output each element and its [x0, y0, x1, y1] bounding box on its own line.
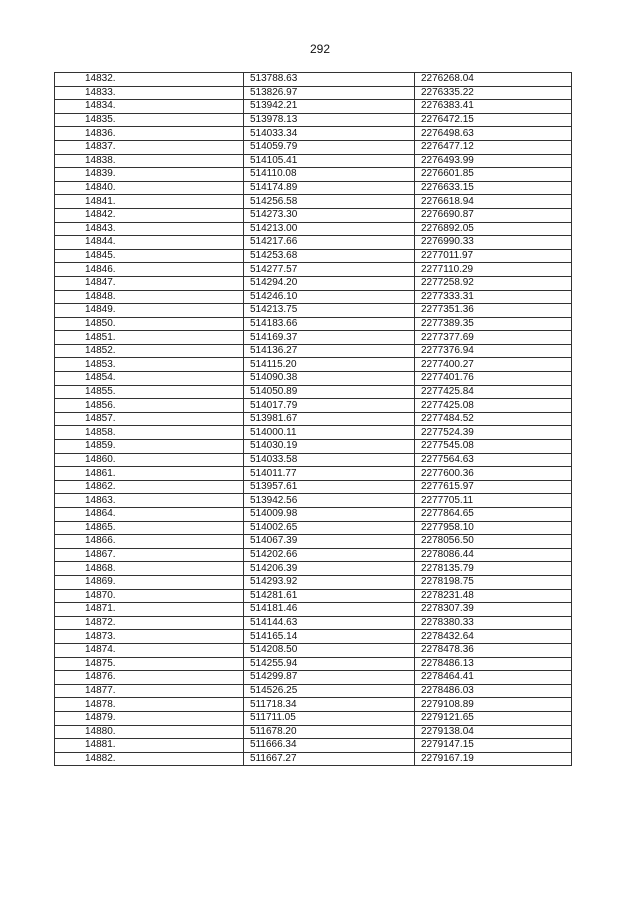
table-row — [55, 236, 572, 250]
table-row — [55, 725, 572, 739]
x-coordinate-cell: 513942.21 — [244, 100, 415, 114]
table-row — [55, 73, 572, 87]
table-row — [55, 304, 572, 318]
y-coordinate-cell: 2278198.75 — [415, 575, 572, 589]
point-number-cell: 14852. — [55, 344, 244, 358]
y-coordinate-cell: 2276335.22 — [415, 86, 572, 100]
table-row — [55, 698, 572, 712]
x-coordinate-cell: 514002.65 — [244, 521, 415, 535]
x-coordinate-cell: 514293.92 — [244, 575, 415, 589]
y-coordinate-cell: 2277600.36 — [415, 467, 572, 481]
point-number-cell: 14871. — [55, 603, 244, 617]
y-coordinate-cell: 2276268.04 — [415, 73, 572, 87]
x-coordinate-cell: 514526.25 — [244, 684, 415, 698]
point-number-cell: 14865. — [55, 521, 244, 535]
y-coordinate-cell: 2276477.12 — [415, 140, 572, 154]
y-coordinate-cell: 2277524.39 — [415, 426, 572, 440]
x-coordinate-cell: 514277.57 — [244, 263, 415, 277]
coordinates-table-body — [55, 73, 572, 766]
table-row — [55, 616, 572, 630]
x-coordinate-cell: 514110.08 — [244, 168, 415, 182]
point-number-cell: 14834. — [55, 100, 244, 114]
point-number-cell: 14866. — [55, 535, 244, 549]
point-number-cell: 14846. — [55, 263, 244, 277]
y-coordinate-cell: 2277400.27 — [415, 358, 572, 372]
y-coordinate-cell: 2277615.97 — [415, 480, 572, 494]
x-coordinate-cell: 511678.20 — [244, 725, 415, 739]
x-coordinate-cell: 514050.89 — [244, 385, 415, 399]
table-row — [55, 140, 572, 154]
table-row — [55, 127, 572, 141]
table-row — [55, 630, 572, 644]
x-coordinate-cell: 513788.63 — [244, 73, 415, 87]
point-number-cell: 14858. — [55, 426, 244, 440]
x-coordinate-cell: 514256.58 — [244, 195, 415, 209]
x-coordinate-cell: 514059.79 — [244, 140, 415, 154]
y-coordinate-cell: 2276472.15 — [415, 113, 572, 127]
point-number-cell: 14838. — [55, 154, 244, 168]
point-number-cell: 14839. — [55, 168, 244, 182]
point-number-cell: 14855. — [55, 385, 244, 399]
coordinates-table — [54, 72, 572, 766]
y-coordinate-cell: 2278231.48 — [415, 589, 572, 603]
point-number-cell: 14835. — [55, 113, 244, 127]
y-coordinate-cell: 2276633.15 — [415, 181, 572, 195]
point-number-cell: 14867. — [55, 548, 244, 562]
x-coordinate-cell: 514000.11 — [244, 426, 415, 440]
table-row — [55, 290, 572, 304]
y-coordinate-cell: 2279147.15 — [415, 739, 572, 753]
y-coordinate-cell: 2277258.92 — [415, 276, 572, 290]
y-coordinate-cell: 2278486.13 — [415, 657, 572, 671]
table-row — [55, 263, 572, 277]
point-number-cell: 14878. — [55, 698, 244, 712]
x-coordinate-cell: 514009.98 — [244, 508, 415, 522]
point-number-cell: 14876. — [55, 671, 244, 685]
table-row — [55, 154, 572, 168]
table-row — [55, 344, 572, 358]
table-row — [55, 440, 572, 454]
y-coordinate-cell: 2277401.76 — [415, 372, 572, 386]
point-number-cell: 14843. — [55, 222, 244, 236]
table-row — [55, 643, 572, 657]
x-coordinate-cell: 514246.10 — [244, 290, 415, 304]
x-coordinate-cell: 513981.67 — [244, 412, 415, 426]
y-coordinate-cell: 2278486.03 — [415, 684, 572, 698]
y-coordinate-cell: 2277864.65 — [415, 508, 572, 522]
x-coordinate-cell: 511711.05 — [244, 711, 415, 725]
x-coordinate-cell: 514011.77 — [244, 467, 415, 481]
y-coordinate-cell: 2276493.99 — [415, 154, 572, 168]
table-row — [55, 222, 572, 236]
y-coordinate-cell: 2277333.31 — [415, 290, 572, 304]
table-row — [55, 113, 572, 127]
x-coordinate-cell: 511666.34 — [244, 739, 415, 753]
x-coordinate-cell: 513942.56 — [244, 494, 415, 508]
y-coordinate-cell: 2278464.41 — [415, 671, 572, 685]
y-coordinate-cell: 2277564.63 — [415, 453, 572, 467]
y-coordinate-cell: 2276383.41 — [415, 100, 572, 114]
y-coordinate-cell: 2279108.89 — [415, 698, 572, 712]
y-coordinate-cell: 2277545.08 — [415, 440, 572, 454]
y-coordinate-cell: 2277705.11 — [415, 494, 572, 508]
y-coordinate-cell: 2279138.04 — [415, 725, 572, 739]
point-number-cell: 14881. — [55, 739, 244, 753]
x-coordinate-cell: 514033.58 — [244, 453, 415, 467]
table-row — [55, 412, 572, 426]
table-row — [55, 426, 572, 440]
table-row — [55, 657, 572, 671]
point-number-cell: 14864. — [55, 508, 244, 522]
y-coordinate-cell: 2276690.87 — [415, 208, 572, 222]
point-number-cell: 14873. — [55, 630, 244, 644]
x-coordinate-cell: 514183.66 — [244, 317, 415, 331]
table-row — [55, 100, 572, 114]
y-coordinate-cell: 2277011.97 — [415, 249, 572, 263]
point-number-cell: 14868. — [55, 562, 244, 576]
point-number-cell: 14880. — [55, 725, 244, 739]
point-number-cell: 14863. — [55, 494, 244, 508]
page-number: 292 — [309, 42, 331, 56]
table-row — [55, 508, 572, 522]
point-number-cell: 14870. — [55, 589, 244, 603]
point-number-cell: 14874. — [55, 643, 244, 657]
point-number-cell: 14850. — [55, 317, 244, 331]
y-coordinate-cell: 2277425.08 — [415, 399, 572, 413]
point-number-cell: 14837. — [55, 140, 244, 154]
point-number-cell: 14841. — [55, 195, 244, 209]
x-coordinate-cell: 514181.46 — [244, 603, 415, 617]
y-coordinate-cell: 2277376.94 — [415, 344, 572, 358]
y-coordinate-cell: 2277958.10 — [415, 521, 572, 535]
x-coordinate-cell: 514208.50 — [244, 643, 415, 657]
y-coordinate-cell: 2278086.44 — [415, 548, 572, 562]
point-number-cell: 14869. — [55, 575, 244, 589]
table-row — [55, 521, 572, 535]
table-row — [55, 603, 572, 617]
y-coordinate-cell: 2276601.85 — [415, 168, 572, 182]
y-coordinate-cell: 2279121.65 — [415, 711, 572, 725]
table-row — [55, 575, 572, 589]
y-coordinate-cell: 2276892.05 — [415, 222, 572, 236]
y-coordinate-cell: 2277110.29 — [415, 263, 572, 277]
table-row — [55, 467, 572, 481]
table-row — [55, 385, 572, 399]
table-row — [55, 453, 572, 467]
table-row — [55, 372, 572, 386]
point-number-cell: 14856. — [55, 399, 244, 413]
x-coordinate-cell: 514299.87 — [244, 671, 415, 685]
point-number-cell: 14849. — [55, 304, 244, 318]
x-coordinate-cell: 514165.14 — [244, 630, 415, 644]
point-number-cell: 14857. — [55, 412, 244, 426]
point-number-cell: 14833. — [55, 86, 244, 100]
x-coordinate-cell: 514105.41 — [244, 154, 415, 168]
y-coordinate-cell: 2279167.19 — [415, 752, 572, 766]
table-row — [55, 168, 572, 182]
table-row — [55, 671, 572, 685]
point-number-cell: 14848. — [55, 290, 244, 304]
y-coordinate-cell: 2277377.69 — [415, 331, 572, 345]
point-number-cell: 14877. — [55, 684, 244, 698]
x-coordinate-cell: 513826.97 — [244, 86, 415, 100]
point-number-cell: 14840. — [55, 181, 244, 195]
y-coordinate-cell: 2278056.50 — [415, 535, 572, 549]
x-coordinate-cell: 514136.27 — [244, 344, 415, 358]
y-coordinate-cell: 2277425.84 — [415, 385, 572, 399]
x-coordinate-cell: 514033.34 — [244, 127, 415, 141]
x-coordinate-cell: 514169.37 — [244, 331, 415, 345]
table-row — [55, 86, 572, 100]
x-coordinate-cell: 514206.39 — [244, 562, 415, 576]
point-number-cell: 14861. — [55, 467, 244, 481]
point-number-cell: 14879. — [55, 711, 244, 725]
point-number-cell: 14853. — [55, 358, 244, 372]
y-coordinate-cell: 2276618.94 — [415, 195, 572, 209]
y-coordinate-cell: 2278380.33 — [415, 616, 572, 630]
table-row — [55, 562, 572, 576]
x-coordinate-cell: 514030.19 — [244, 440, 415, 454]
x-coordinate-cell: 514273.30 — [244, 208, 415, 222]
point-number-cell: 14847. — [55, 276, 244, 290]
x-coordinate-cell: 514174.89 — [244, 181, 415, 195]
x-coordinate-cell: 513978.13 — [244, 113, 415, 127]
table-row — [55, 494, 572, 508]
x-coordinate-cell: 513957.61 — [244, 480, 415, 494]
point-number-cell: 14832. — [55, 73, 244, 87]
point-number-cell: 14882. — [55, 752, 244, 766]
y-coordinate-cell: 2277351.36 — [415, 304, 572, 318]
table-row — [55, 195, 572, 209]
point-number-cell: 14844. — [55, 236, 244, 250]
x-coordinate-cell: 514281.61 — [244, 589, 415, 603]
x-coordinate-cell: 514213.75 — [244, 304, 415, 318]
x-coordinate-cell: 514294.20 — [244, 276, 415, 290]
table-row — [55, 589, 572, 603]
x-coordinate-cell: 514115.20 — [244, 358, 415, 372]
y-coordinate-cell: 2278478.36 — [415, 643, 572, 657]
point-number-cell: 14836. — [55, 127, 244, 141]
point-number-cell: 14860. — [55, 453, 244, 467]
point-number-cell: 14854. — [55, 372, 244, 386]
y-coordinate-cell: 2276498.63 — [415, 127, 572, 141]
table-row — [55, 739, 572, 753]
point-number-cell: 14859. — [55, 440, 244, 454]
table-row — [55, 480, 572, 494]
point-number-cell: 14862. — [55, 480, 244, 494]
table-row — [55, 358, 572, 372]
y-coordinate-cell: 2278432.64 — [415, 630, 572, 644]
table-row — [55, 249, 572, 263]
table-row — [55, 208, 572, 222]
table-row — [55, 181, 572, 195]
y-coordinate-cell: 2276990.33 — [415, 236, 572, 250]
x-coordinate-cell: 514067.39 — [244, 535, 415, 549]
y-coordinate-cell: 2278307.39 — [415, 603, 572, 617]
table-row — [55, 752, 572, 766]
x-coordinate-cell: 514213.00 — [244, 222, 415, 236]
x-coordinate-cell: 514090.38 — [244, 372, 415, 386]
x-coordinate-cell: 514217.66 — [244, 236, 415, 250]
x-coordinate-cell: 514017.79 — [244, 399, 415, 413]
table-row — [55, 276, 572, 290]
table-row — [55, 535, 572, 549]
x-coordinate-cell: 511718.34 — [244, 698, 415, 712]
table-row — [55, 399, 572, 413]
x-coordinate-cell: 514255.94 — [244, 657, 415, 671]
table-row — [55, 711, 572, 725]
point-number-cell: 14851. — [55, 331, 244, 345]
table-row — [55, 317, 572, 331]
table-row — [55, 548, 572, 562]
table-row — [55, 684, 572, 698]
point-number-cell: 14845. — [55, 249, 244, 263]
y-coordinate-cell: 2278135.79 — [415, 562, 572, 576]
point-number-cell: 14872. — [55, 616, 244, 630]
point-number-cell: 14875. — [55, 657, 244, 671]
table-row — [55, 331, 572, 345]
y-coordinate-cell: 2277484.52 — [415, 412, 572, 426]
x-coordinate-cell: 514144.63 — [244, 616, 415, 630]
point-number-cell: 14842. — [55, 208, 244, 222]
x-coordinate-cell: 514253.68 — [244, 249, 415, 263]
x-coordinate-cell: 514202.66 — [244, 548, 415, 562]
x-coordinate-cell: 511667.27 — [244, 752, 415, 766]
y-coordinate-cell: 2277389.35 — [415, 317, 572, 331]
